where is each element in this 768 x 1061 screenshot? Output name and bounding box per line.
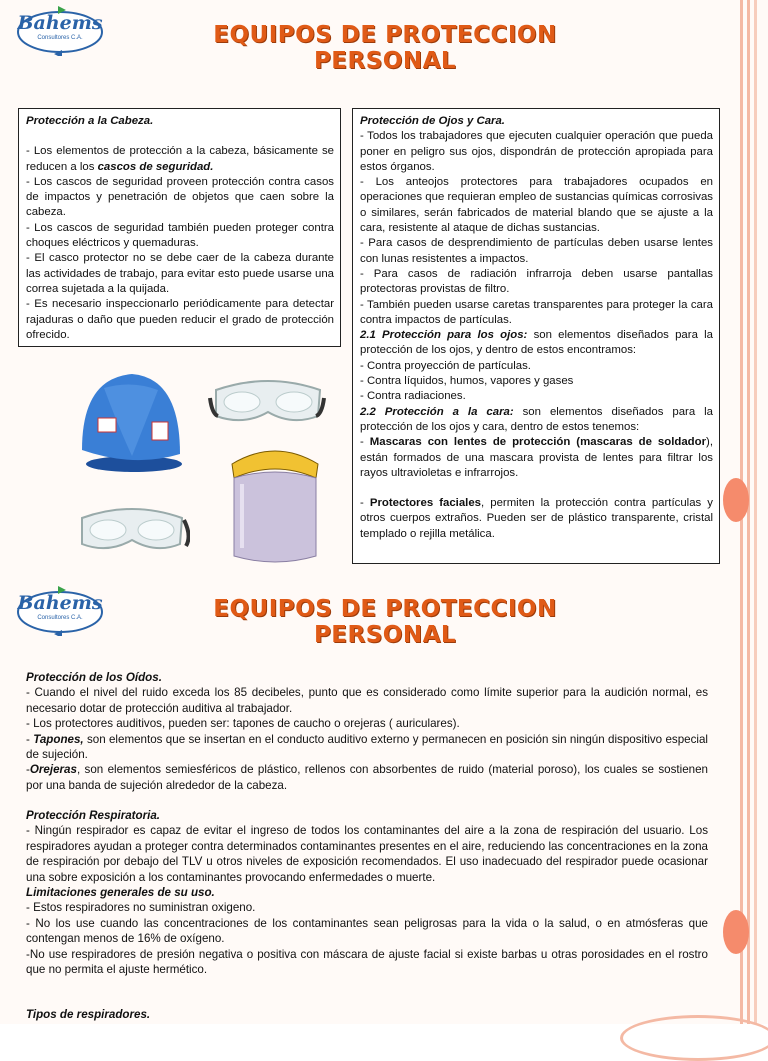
respiratory-protection-heading: Protección Respiratoria.	[26, 809, 161, 822]
bold-text: Tapones,	[33, 732, 84, 746]
head-protection-heading: Protección a la Cabeza.	[26, 115, 154, 127]
ear-protection-paragraph: - Cuando el nivel del ruido exceda los 85 decibeles, punto que es considerado como límite superior para la audición normal, es necesario dotar de protección auditiva al trabajador.	[26, 686, 708, 715]
head-protection-paragraph: - Los cascos de seguridad también pueden proteger contra choques eléctricos y quemaduras.	[26, 221, 334, 250]
text: -	[26, 763, 30, 777]
hard-hat-image	[72, 366, 187, 476]
bold-text: Protectores faciales	[369, 497, 482, 510]
decorative-dot	[723, 478, 749, 522]
eye-protection-heading: Protección de Ojos y Cara.	[360, 115, 505, 127]
text: -	[360, 436, 370, 449]
bold-text: cascos de seguridad.	[97, 160, 214, 173]
eye-protection-paragraph: - Para casos de radiación infrarroja deben usarse pantallas protectoras provistas de filtro.	[360, 267, 713, 296]
eye-protection-paragraph: - Los anteojos protectores para trabajadores ocupados en operaciones que requieran empleo de sustancias químicas corrosivas o similares, serán fabricados de material blando que se ajuste a la cara, resistente al ataque de dichas sustancias.	[360, 176, 713, 235]
list-item: - Contra proyección de partículas.	[360, 359, 531, 372]
head-protection-paragraph: - Los cascos de seguridad proveen protección contra casos de impactos y penetración de objetos que caen sobre la cabeza.	[26, 175, 334, 219]
ear-protection-paragraph	[26, 762, 708, 793]
text: son elementos diseñados para la protección de los ojos y cara, dentro de estos tenemos:	[360, 405, 713, 433]
text: , permiten la protección contra partículas y otros cuerpos extraños. Pueden ser de plástico transparente, cristal templado o rejilla metálica.	[360, 497, 713, 540]
text: -	[360, 497, 370, 510]
ear-protection-heading: Protección de los Oídos.	[26, 671, 162, 684]
company-logo	[16, 6, 104, 56]
head-protection-paragraph: - El casco protector no se debe caer de la cabeza durante las actividades de trabajo, para evitar esto puede usarse una correa sujetada a la quijada.	[26, 252, 334, 295]
logo-tagline: Consultores C.A.	[37, 615, 83, 621]
eye-face-protection-box	[352, 108, 720, 564]
bold-text: Mascaras con lentes de protección (mascaras de soldador	[369, 436, 707, 449]
text: son elementos que se insertan en el conducto auditivo externo y permanecen en posición sin ningún dispositivo especial de sujeción.	[26, 732, 708, 762]
limitation-item: -No use respiradores de presión negativa o positiva con máscara de ajuste facial si existe barbas u otras porosidades en el rostro que no permita el ajuste hermético.	[26, 947, 708, 977]
logo-name: Bahems	[17, 12, 103, 34]
text: - Los elementos de protección a la cabeza, básicamente se reducen a los	[26, 145, 334, 173]
head-protection-paragraph: - Es necesario inspeccionarlo periódicamente para detectar rajaduras o daño que pueden reducir el grado de protección ofrecido.	[26, 298, 334, 341]
eye-protection-paragraph: - También pueden usarse caretas transparentes para proteger la cara contra impactos de partículas.	[360, 298, 713, 326]
ear-protection-paragraph	[26, 732, 708, 763]
ear-protection-paragraph: - Los protectores auditivos, pueden ser: tapones de caucho o orejeras ( auriculares).	[26, 717, 460, 731]
text: son elementos diseñados para la protección de los ojos, y dentro de estos encontramos:	[360, 329, 713, 357]
decorative-stripe	[747, 0, 750, 1024]
respiratory-protection-paragraph: - Ningún respirador es capaz de evitar el ingreso de todos los contaminantes del aire a la zona de respiración del usuario. Los respiradores ayudan a proteger contra determinados contaminantes presentes en el aire, reduciendo las concentraciones en la zona de respiración por debajo del TLV u otros niveles de exposición recomendados. El uso inadecuado del respirador puede ocasionar una sobre exposición a los contaminantes provocando enfermedades o muerte.	[26, 824, 708, 884]
decorative-dot	[723, 910, 749, 954]
page-title: EQUIPOS DE PROTECCION PERSONAL	[213, 22, 557, 74]
respirator-types-section	[26, 1007, 708, 1022]
company-logo	[16, 586, 104, 636]
limitations-heading: Limitaciones generales de su uso.	[26, 886, 215, 900]
limitation-item: - No los use cuando las concentraciones de los contaminantes sean peligrosas para la vida o la salud, o en atmósferas que contengan menos de 16% de oxígeno.	[26, 916, 708, 946]
head-protection-box	[18, 108, 341, 347]
page-title: EQUIPOS DE PROTECCION PERSONAL	[213, 596, 557, 648]
bold-text: Orejeras	[29, 763, 77, 777]
head-protection-paragraph	[26, 144, 334, 175]
eye-protection-paragraph	[360, 496, 713, 542]
eye-protection-paragraph	[360, 435, 713, 481]
respiratory-protection-section	[26, 808, 708, 977]
logo-tagline: Consultores C.A.	[37, 35, 83, 41]
subsection-heading: 2.2 Protección a la cara:	[360, 405, 514, 418]
respirator-types-heading: Tipos de respiradores.	[26, 1008, 151, 1021]
subsection-heading: 2.1 Protección para los ojos:	[360, 329, 528, 342]
eye-protection-subsection	[360, 405, 713, 436]
ear-protection-section	[26, 670, 708, 793]
spacer	[26, 129, 334, 144]
safety-goggles-image	[74, 496, 190, 558]
safety-goggles-image	[208, 368, 326, 428]
list-item: - Contra radiaciones.	[360, 390, 466, 403]
limitation-item: - Estos respiradores no suministran oxigeno.	[26, 901, 256, 915]
face-shield-image	[220, 444, 330, 568]
text: , son elementos semiesféricos de plástico, rellenos con absorbentes de ruido (material poroso), los cuales se sostienen por una banda de sujeción alrededor de la cabeza.	[26, 763, 708, 792]
list-item: - Contra líquidos, humos, vapores y gases	[360, 375, 574, 388]
decorative-stripe	[754, 0, 757, 1024]
text: -	[26, 732, 34, 746]
eye-protection-subsection	[360, 328, 713, 359]
eye-protection-paragraph: - Para casos de desprendimiento de partículas deben usarse lentes con lunas resistentes a impactos.	[360, 237, 713, 265]
logo-name: Bahems	[17, 592, 103, 614]
spacer	[360, 481, 713, 496]
eye-protection-paragraph: - Todos los trabajadores que ejecuten cualquier operación que pueda poner en peligro sus ojos, dispondrán de protección apropiada para estos órganos.	[360, 130, 713, 173]
text: ), están formados de una mascara provista de lentes para filtrar los rayos ultravioletas e infrarrojos.	[360, 436, 713, 479]
